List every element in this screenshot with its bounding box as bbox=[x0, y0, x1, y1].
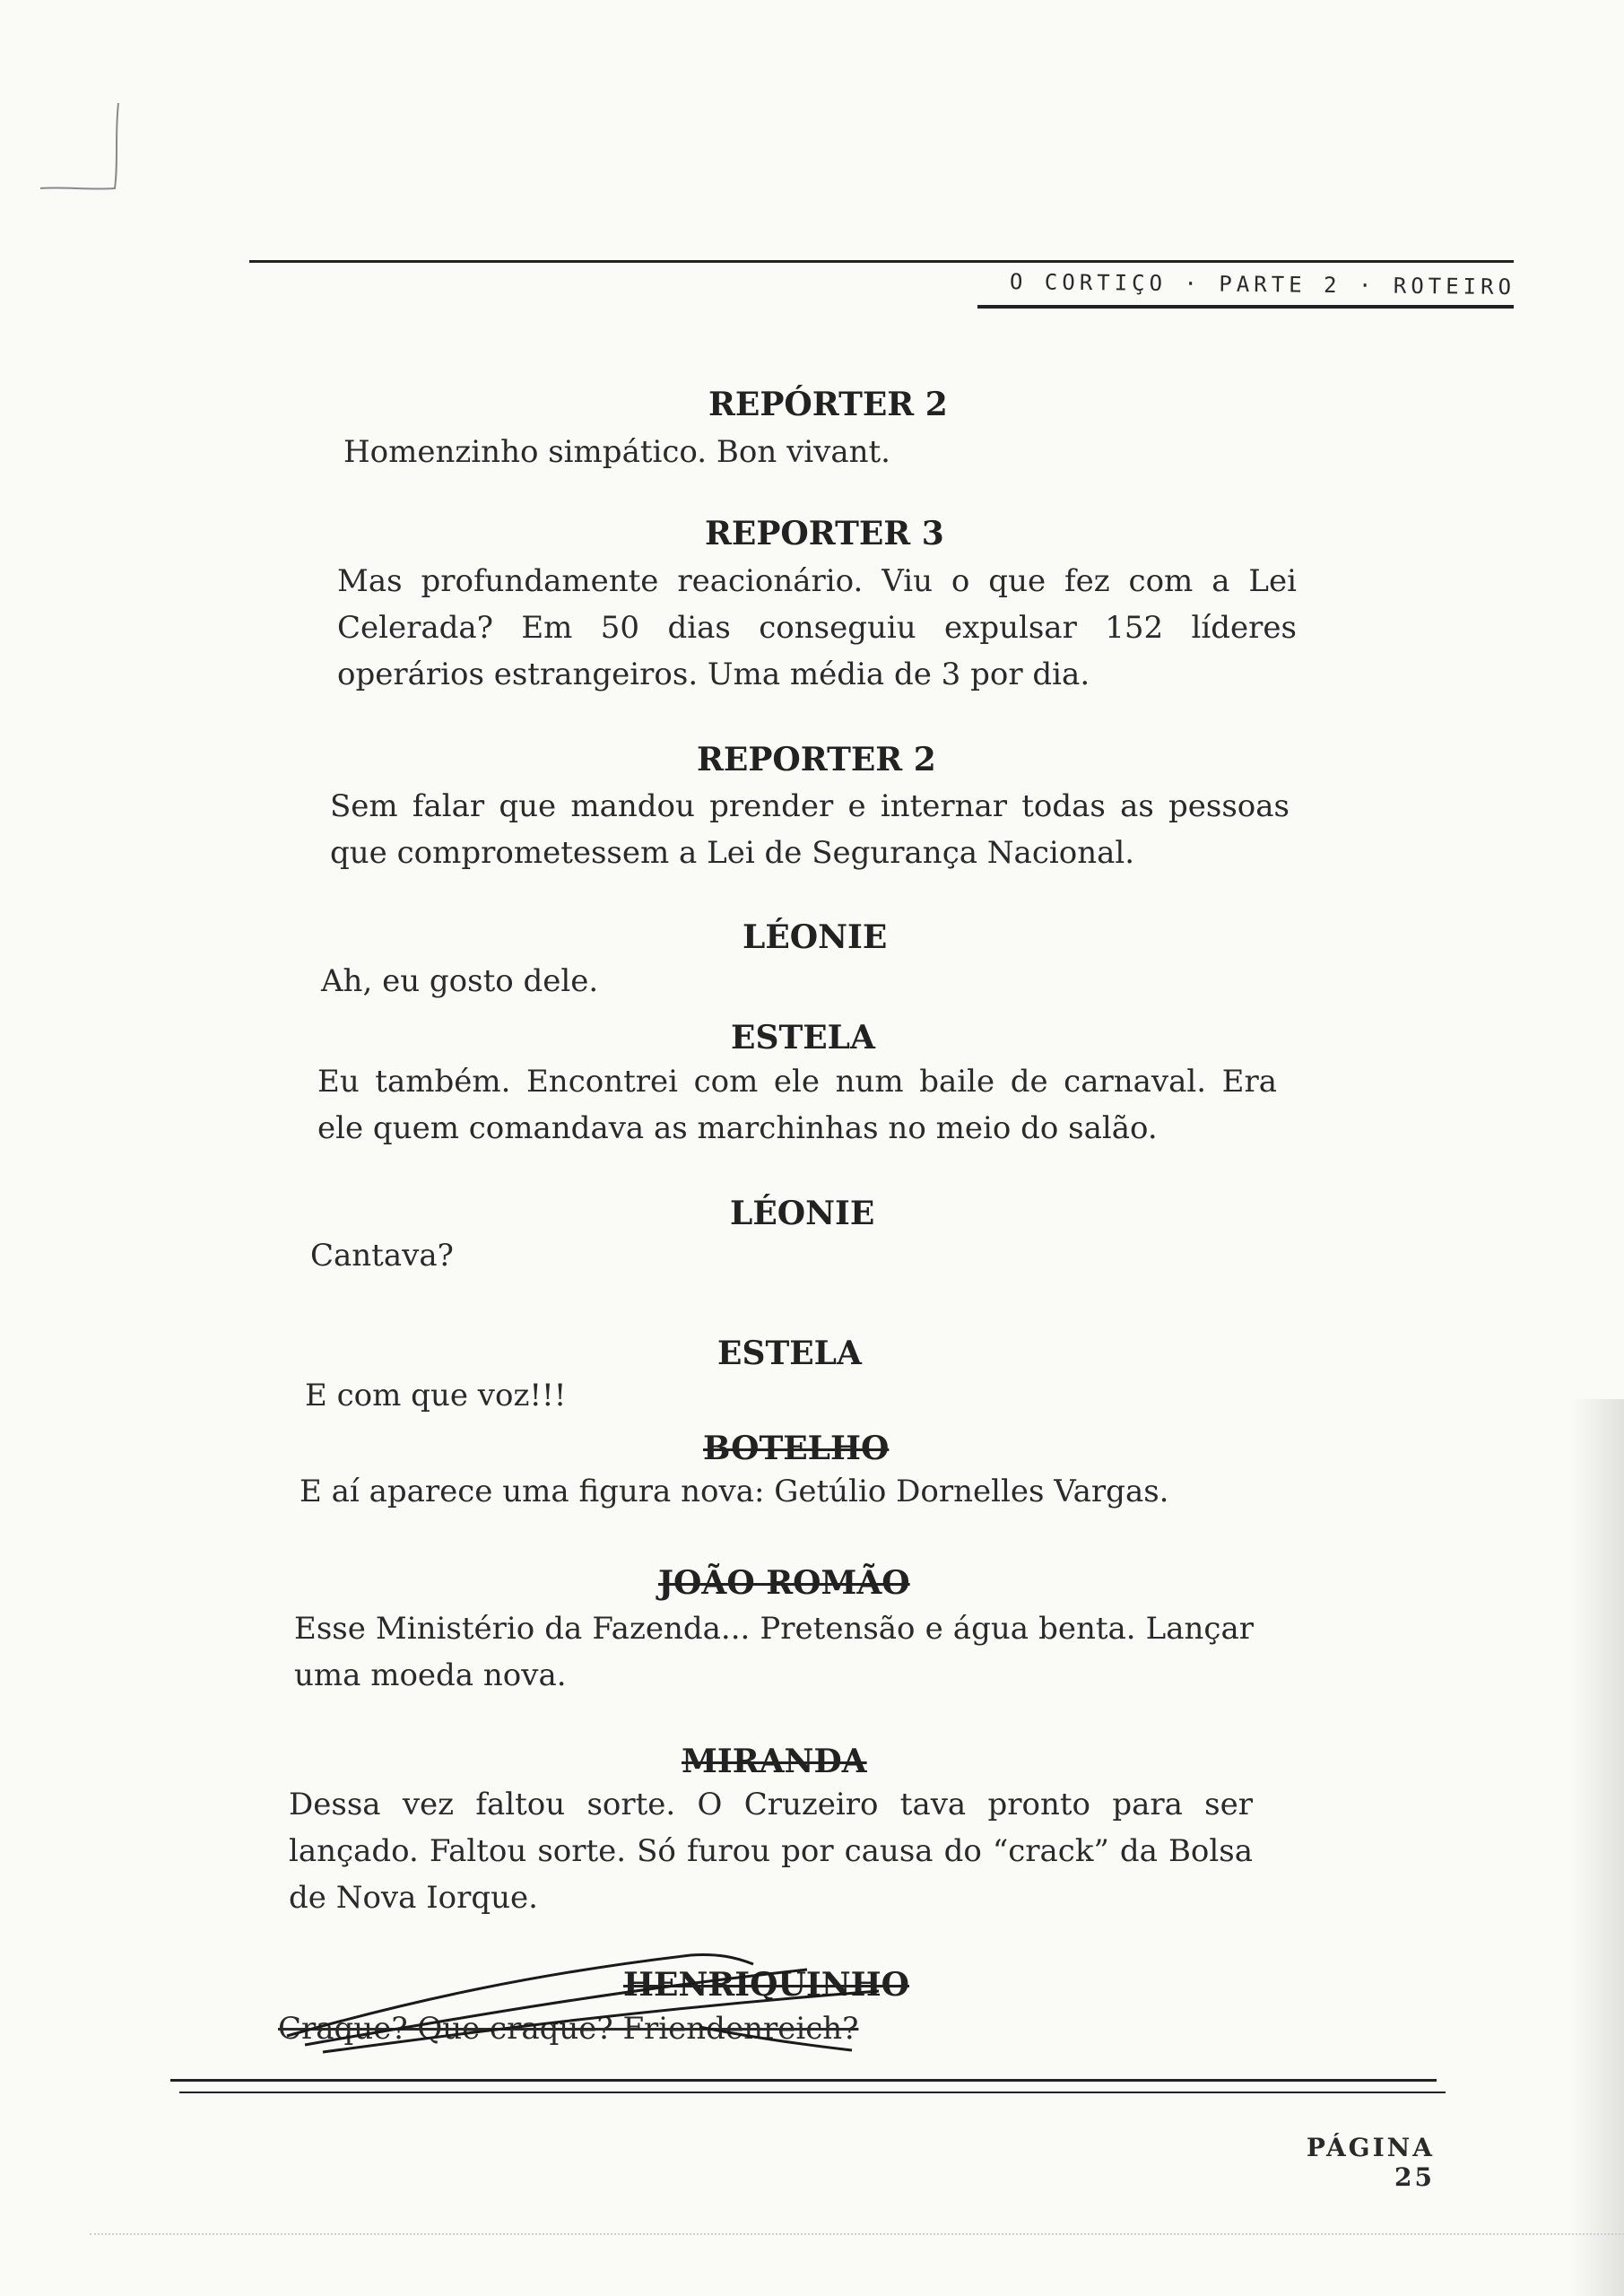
dialogue-line: Esse Ministério da Fazenda... Pretensão e água benta. Lançar uma moeda nova. bbox=[294, 1611, 1254, 1693]
footer-rule-bottom bbox=[179, 2092, 1446, 2093]
dialogue-line: Sem falar que mandou prender e internar todas as pessoas que comprometessem a Lei de Segurança Nacional. bbox=[330, 788, 1290, 871]
speaker-name-struck: HENRIQUINHO bbox=[623, 1966, 909, 2004]
speaker-name-struck: BOTELHO bbox=[703, 1430, 890, 1467]
dialogue-line: Cantava? bbox=[310, 1238, 454, 1274]
speaker-name: ESTELA bbox=[731, 1019, 875, 1057]
speaker-name: REPORTER 2 bbox=[697, 741, 936, 778]
page-number: PÁGINA 25 bbox=[1306, 2133, 1435, 2192]
header-rule-top bbox=[249, 260, 1514, 263]
speaker-name-struck: JOÃO ROMÃO bbox=[658, 1564, 910, 1602]
dialogue-line: Ah, eu gosto dele. bbox=[321, 963, 599, 999]
header-rule-bottom bbox=[977, 305, 1514, 309]
dialogue-line: Eu também. Encontrei com ele num baile de carnaval. Era ele quem comandava as marchinhas no meio do salão. bbox=[317, 1064, 1277, 1146]
running-header: O CORTIÇO · PARTE 2 · ROTEIRO bbox=[1009, 269, 1516, 300]
dialogue-line: Mas profundamente reacionário. Viu o que fez com a Lei Celerada? Em 50 dias conseguiu expulsar 152 líderes operários estrangeiros. Uma média de 3 por dia. bbox=[337, 563, 1297, 692]
speaker-name: REPORTER 3 bbox=[705, 515, 944, 552]
footer-rule-top bbox=[170, 2079, 1437, 2082]
speaker-name: LÉONIE bbox=[743, 918, 888, 956]
speaker-name: REPÓRTER 2 bbox=[708, 386, 948, 423]
dialogue-line: E aí aparece uma figura nova: Getúlio Dornelles Vargas. bbox=[300, 1474, 1169, 1509]
scan-corner-mark bbox=[36, 99, 126, 197]
scan-edge-shadow bbox=[1570, 1399, 1624, 2296]
speaker-name: ESTELA bbox=[717, 1335, 862, 1372]
scan-bottom-noise bbox=[90, 2233, 1624, 2253]
dialogue-line: E com que voz!!! bbox=[305, 1378, 567, 1413]
dialogue-line: Homenzinho simpático. Bon vivant. bbox=[343, 434, 890, 470]
dialogue-line: Dessa vez faltou sorte. O Cruzeiro tava pronto para ser lançado. Faltou sorte. Só furou por causa do “crack” da Bolsa de Nova Iorque. bbox=[289, 1787, 1253, 1916]
speaker-name: LÉONIE bbox=[730, 1195, 875, 1232]
dialogue-line-struck: Craque? Que craque? Friendenreich? bbox=[278, 2011, 859, 2047]
speaker-name-struck: MIRANDA bbox=[682, 1743, 867, 1780]
